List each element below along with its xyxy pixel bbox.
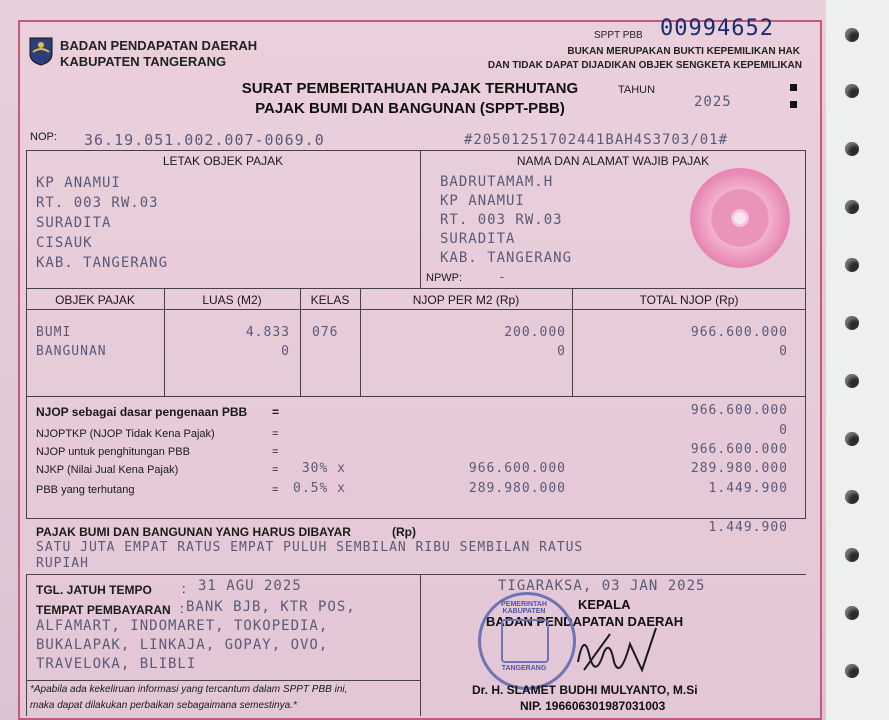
perforation-hole: [845, 374, 859, 388]
perforation-hole: [845, 84, 859, 98]
divider: [26, 396, 806, 397]
perforation-hole: [845, 664, 859, 678]
calc-value-njop-hitung: 966.600.000: [690, 442, 788, 457]
payable-unit: (Rp): [392, 525, 416, 539]
year-label: TAHUN: [618, 84, 656, 96]
serial-number: 00994652: [660, 16, 774, 41]
correction-note: *Apabila ada kekeliruan informasi yang tercantum dalam SPPT PBB ini,: [30, 684, 348, 695]
payable-amount: 1.449.900: [708, 520, 788, 535]
correction-note-cont: maka dapat dilakukan perbaikan sebagaimana semestinya.*: [30, 700, 297, 711]
payment-place-line: TRAVELOKA, BLIBLI: [36, 656, 197, 672]
row-bumi-luas: 4.833: [245, 325, 290, 340]
perforation-hole: [845, 432, 859, 446]
npwp-value: -: [498, 270, 507, 285]
calc-value-pbb: 1.449.900: [708, 481, 788, 496]
row-bumi-objek: BUMI: [36, 325, 72, 340]
row-bumi-njop-m2: 200.000: [504, 325, 566, 340]
nop-value: 36.19.051.002.007-0069.0: [84, 131, 325, 149]
payment-place-colon: :: [180, 601, 184, 616]
calc-pct-njkp: 30% x: [301, 461, 346, 476]
address-line: SURADITA: [440, 231, 516, 247]
wajib-address: [440, 173, 572, 268]
divider: [26, 288, 806, 289]
calc-label-njoptkp: NJOPTKP (NJOP Tidak Kena Pajak): [36, 428, 215, 440]
col-kelas: KELAS: [310, 293, 350, 307]
stamp-text: TANGERANG: [501, 665, 547, 672]
agency-name: BADAN PENDAPATAN DAERAH: [60, 38, 258, 53]
official-nip: NIP. 196606301987031003: [520, 699, 666, 713]
divider: [26, 574, 806, 575]
disclaimer-line-2: DAN TIDAK DAPAT DIJADIKAN OBJEK SENGKETA KEPEMILIKAN: [487, 60, 802, 71]
calc-eq: =: [272, 428, 279, 440]
year-value: 2025: [694, 94, 732, 110]
divider: [26, 518, 806, 519]
col-total-njop: TOTAL NJOP (Rp): [639, 293, 739, 307]
disclaimer-line-1: BUKAN MERUPAKAN BUKTI KEPEMILIKAN HAK: [567, 46, 800, 57]
calc-label-njkp: NJKP (Nilai Jual Kena Pajak): [36, 464, 179, 476]
divider: [26, 309, 806, 310]
calc-label-njop-hitung: NJOP untuk penghitungan PBB: [36, 446, 190, 458]
col-njop-m2: NJOP PER M2 (Rp): [412, 293, 520, 307]
nop-label: NOP:: [30, 131, 57, 143]
official-name: Dr. H. SLAMET BUDHI MULYANTO, M.Si: [472, 683, 698, 697]
wajib-heading: NAMA DAN ALAMAT WAJIB PAJAK: [516, 154, 710, 168]
perforation-hole: [845, 606, 859, 620]
row-bumi-total: 966.600.000: [690, 325, 788, 340]
row-bangunan-objek: BANGUNAN: [36, 344, 107, 359]
marker-square: [790, 101, 797, 108]
perforation-hole: [845, 142, 859, 156]
security-rosette: [690, 168, 790, 268]
col-objek: OBJEK PAJAK: [55, 293, 135, 307]
address-line: KAB. TANGERANG: [36, 255, 169, 271]
address-line: SURADITA: [36, 215, 112, 231]
row-bangunan-njop-m2: 0: [557, 344, 566, 359]
document-title: SURAT PEMBERITAHUAN PAJAK TERHUTANG: [241, 80, 579, 97]
sign-place-date: TIGARAKSA, 03 JAN 2025: [498, 578, 706, 594]
due-date-label: TGL. JATUH TEMPO: [36, 583, 152, 597]
calc-eq: =: [272, 446, 279, 458]
document-subtitle: PAJAK BUMI DAN BANGUNAN (SPPT-PBB): [255, 100, 565, 117]
address-line: RT. 003 RW.03: [440, 212, 563, 228]
divider: [420, 150, 421, 288]
payment-place-line: BUKALAPAK, LINKAJA, GOPAY, OVO,: [36, 637, 329, 653]
calc-pct-pbb: 0.5% x: [293, 481, 346, 496]
calc-eq: =: [272, 464, 279, 476]
agency-regency: KABUPATEN TANGERANG: [60, 54, 227, 69]
calc-eq: =: [272, 484, 279, 496]
perforation-hole: [845, 490, 859, 504]
divider: [805, 150, 806, 396]
address-line: KP ANAMUI: [36, 175, 121, 191]
due-date-value: 31 AGU 2025: [198, 578, 302, 594]
perforation-hole: [845, 548, 859, 562]
perforation-hole: [845, 316, 859, 330]
marker-square: [790, 84, 797, 91]
divider: [420, 574, 421, 716]
taxpayer-name: BADRUTAMAM.H: [440, 174, 554, 190]
npwp-label: NPWP:: [426, 272, 463, 284]
divider: [26, 396, 27, 518]
perforation-hole: [845, 28, 859, 42]
payable-words-cont: RUPIAH: [36, 556, 89, 571]
payment-place-line: ALFAMART, INDOMARET, TOKOPEDIA,: [36, 618, 329, 634]
divider: [26, 150, 27, 396]
handwritten-signature: [570, 622, 660, 686]
calc-label-pbb: PBB yang terhutang: [36, 484, 135, 496]
calc-value-dasar: 966.600.000: [690, 403, 788, 418]
address-line: CISAUK: [36, 235, 93, 251]
payment-place-line: BANK BJB, KTR POS,: [186, 599, 356, 615]
sppt-label: SPPT PBB: [594, 30, 643, 41]
payment-place-label: TEMPAT PEMBAYARAN: [36, 603, 171, 617]
sign-title: KEPALA: [578, 597, 631, 612]
divider: [26, 574, 27, 716]
sign-office: BADAN PENDAPATAN DAERAH: [486, 614, 684, 629]
divider: [26, 150, 806, 151]
row-bangunan-luas: 0: [281, 344, 290, 359]
stamp-emblem-icon: [501, 619, 549, 663]
calc-base-pbb: 289.980.000: [468, 481, 566, 496]
divider: [805, 396, 806, 518]
row-bangunan-total: 0: [779, 344, 788, 359]
address-line: KP ANAMUI: [440, 193, 525, 209]
calc-value-njkp: 289.980.000: [690, 461, 788, 476]
calc-eq: =: [272, 405, 280, 419]
address-line: RT. 003 RW.03: [36, 195, 159, 211]
nop-code: #20501251702441BAH4S3703/01#: [464, 132, 729, 148]
regency-emblem-icon: [28, 36, 54, 66]
calc-label-dasar: NJOP sebagai dasar pengenaan PBB: [36, 405, 248, 419]
address-line: KAB. TANGERANG: [440, 250, 573, 266]
payable-label: PAJAK BUMI DAN BANGUNAN YANG HARUS DIBAYAR: [36, 525, 351, 539]
letak-address: [36, 173, 168, 273]
calc-base-njkp: 966.600.000: [468, 461, 566, 476]
due-date-colon: :: [182, 581, 186, 596]
official-stamp: [478, 592, 576, 690]
perforation-hole: [845, 200, 859, 214]
row-bumi-kelas: 076: [312, 325, 339, 340]
divider: [26, 680, 420, 681]
col-luas: LUAS (M2): [202, 293, 262, 307]
payable-words: SATU JUTA EMPAT RATUS EMPAT PULUH SEMBILAN RIBU SEMBILAN RATUS: [36, 540, 584, 555]
stamp-text: PEMERINTAH KABUPATEN: [501, 601, 547, 615]
letak-heading: LETAK OBJEK PAJAK: [162, 154, 284, 168]
calc-value-njoptkp: 0: [779, 423, 788, 438]
perforation-hole: [845, 258, 859, 272]
